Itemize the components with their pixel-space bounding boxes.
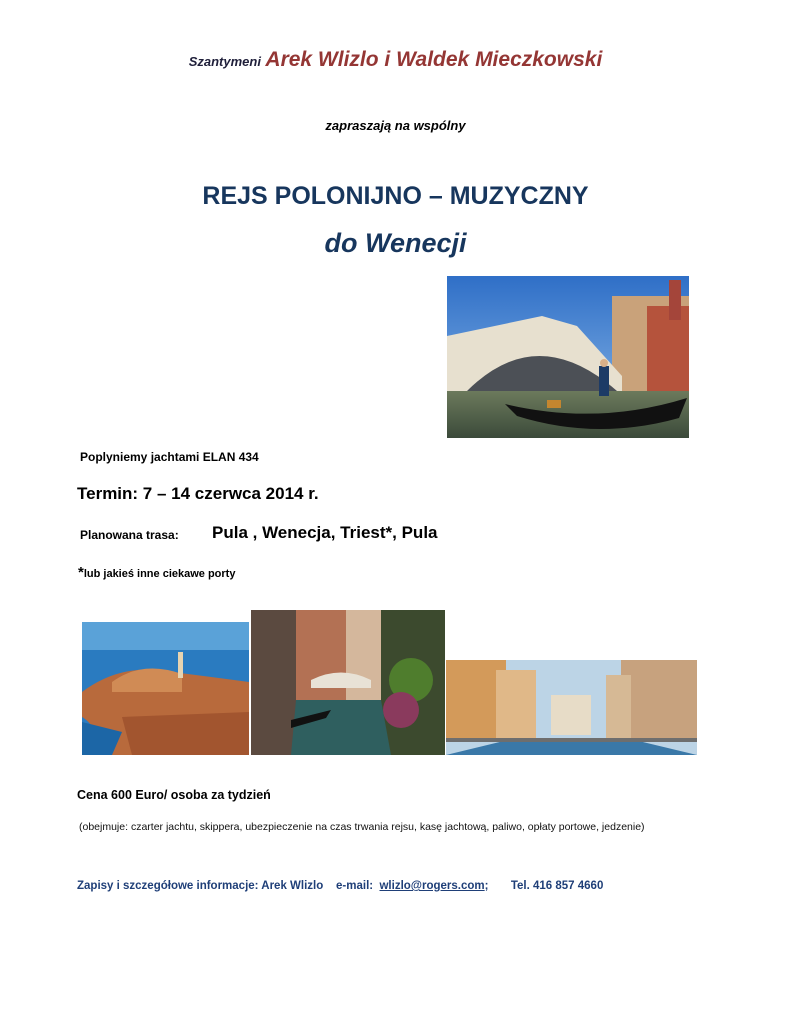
contact-line <box>77 880 603 892</box>
email-link[interactable]: wlizlo@rogers.com <box>379 880 485 892</box>
venice-canal-photo <box>251 610 445 755</box>
yacht-info: Poplyniemy jachtami ELAN 434 <box>80 450 259 464</box>
page-title: REJS POLONIJNO – MUZYCZNY <box>202 182 589 210</box>
route-value: Pula , Wenecja, Triest*, Pula <box>212 523 438 542</box>
footnote-text: lub jakieś inne ciekawe porty <box>83 568 236 580</box>
contact-separator: ; <box>484 880 511 892</box>
rialto-bridge-photo <box>447 276 689 438</box>
route-label: Planowana trasa: <box>80 528 179 542</box>
price-includes: (obejmuje: czarter jachtu, skippera, ubezpieczenie na czas trwania rejsu, kasę jachtową, paliwo, opłaty portowe, jedzenie) <box>79 821 645 833</box>
rovinj-coast-photo <box>82 622 249 755</box>
phone-number: Tel. 416 857 4660 <box>510 880 604 892</box>
price-line: Cena 600 Euro/ osoba za tydzień <box>77 788 271 802</box>
intro-small-text: Szantymeni <box>188 54 261 69</box>
invite-line: zapraszają na wspólny <box>325 118 466 133</box>
organizer-names: Arek Wlizlo i Waldek Mieczkowski <box>265 48 603 71</box>
contact-prefix: Zapisy i szczegółowe informacje: Arek Wlizlo e-mail: <box>77 880 380 892</box>
page-subtitle: do Wenecji <box>324 228 467 258</box>
trieste-canal-photo <box>446 660 697 755</box>
trip-dates: Termin: 7 – 14 czerwca 2014 r. <box>77 484 319 503</box>
organizers-line <box>0 48 791 72</box>
footnote-star: * <box>78 564 84 581</box>
route-footnote <box>78 564 235 581</box>
